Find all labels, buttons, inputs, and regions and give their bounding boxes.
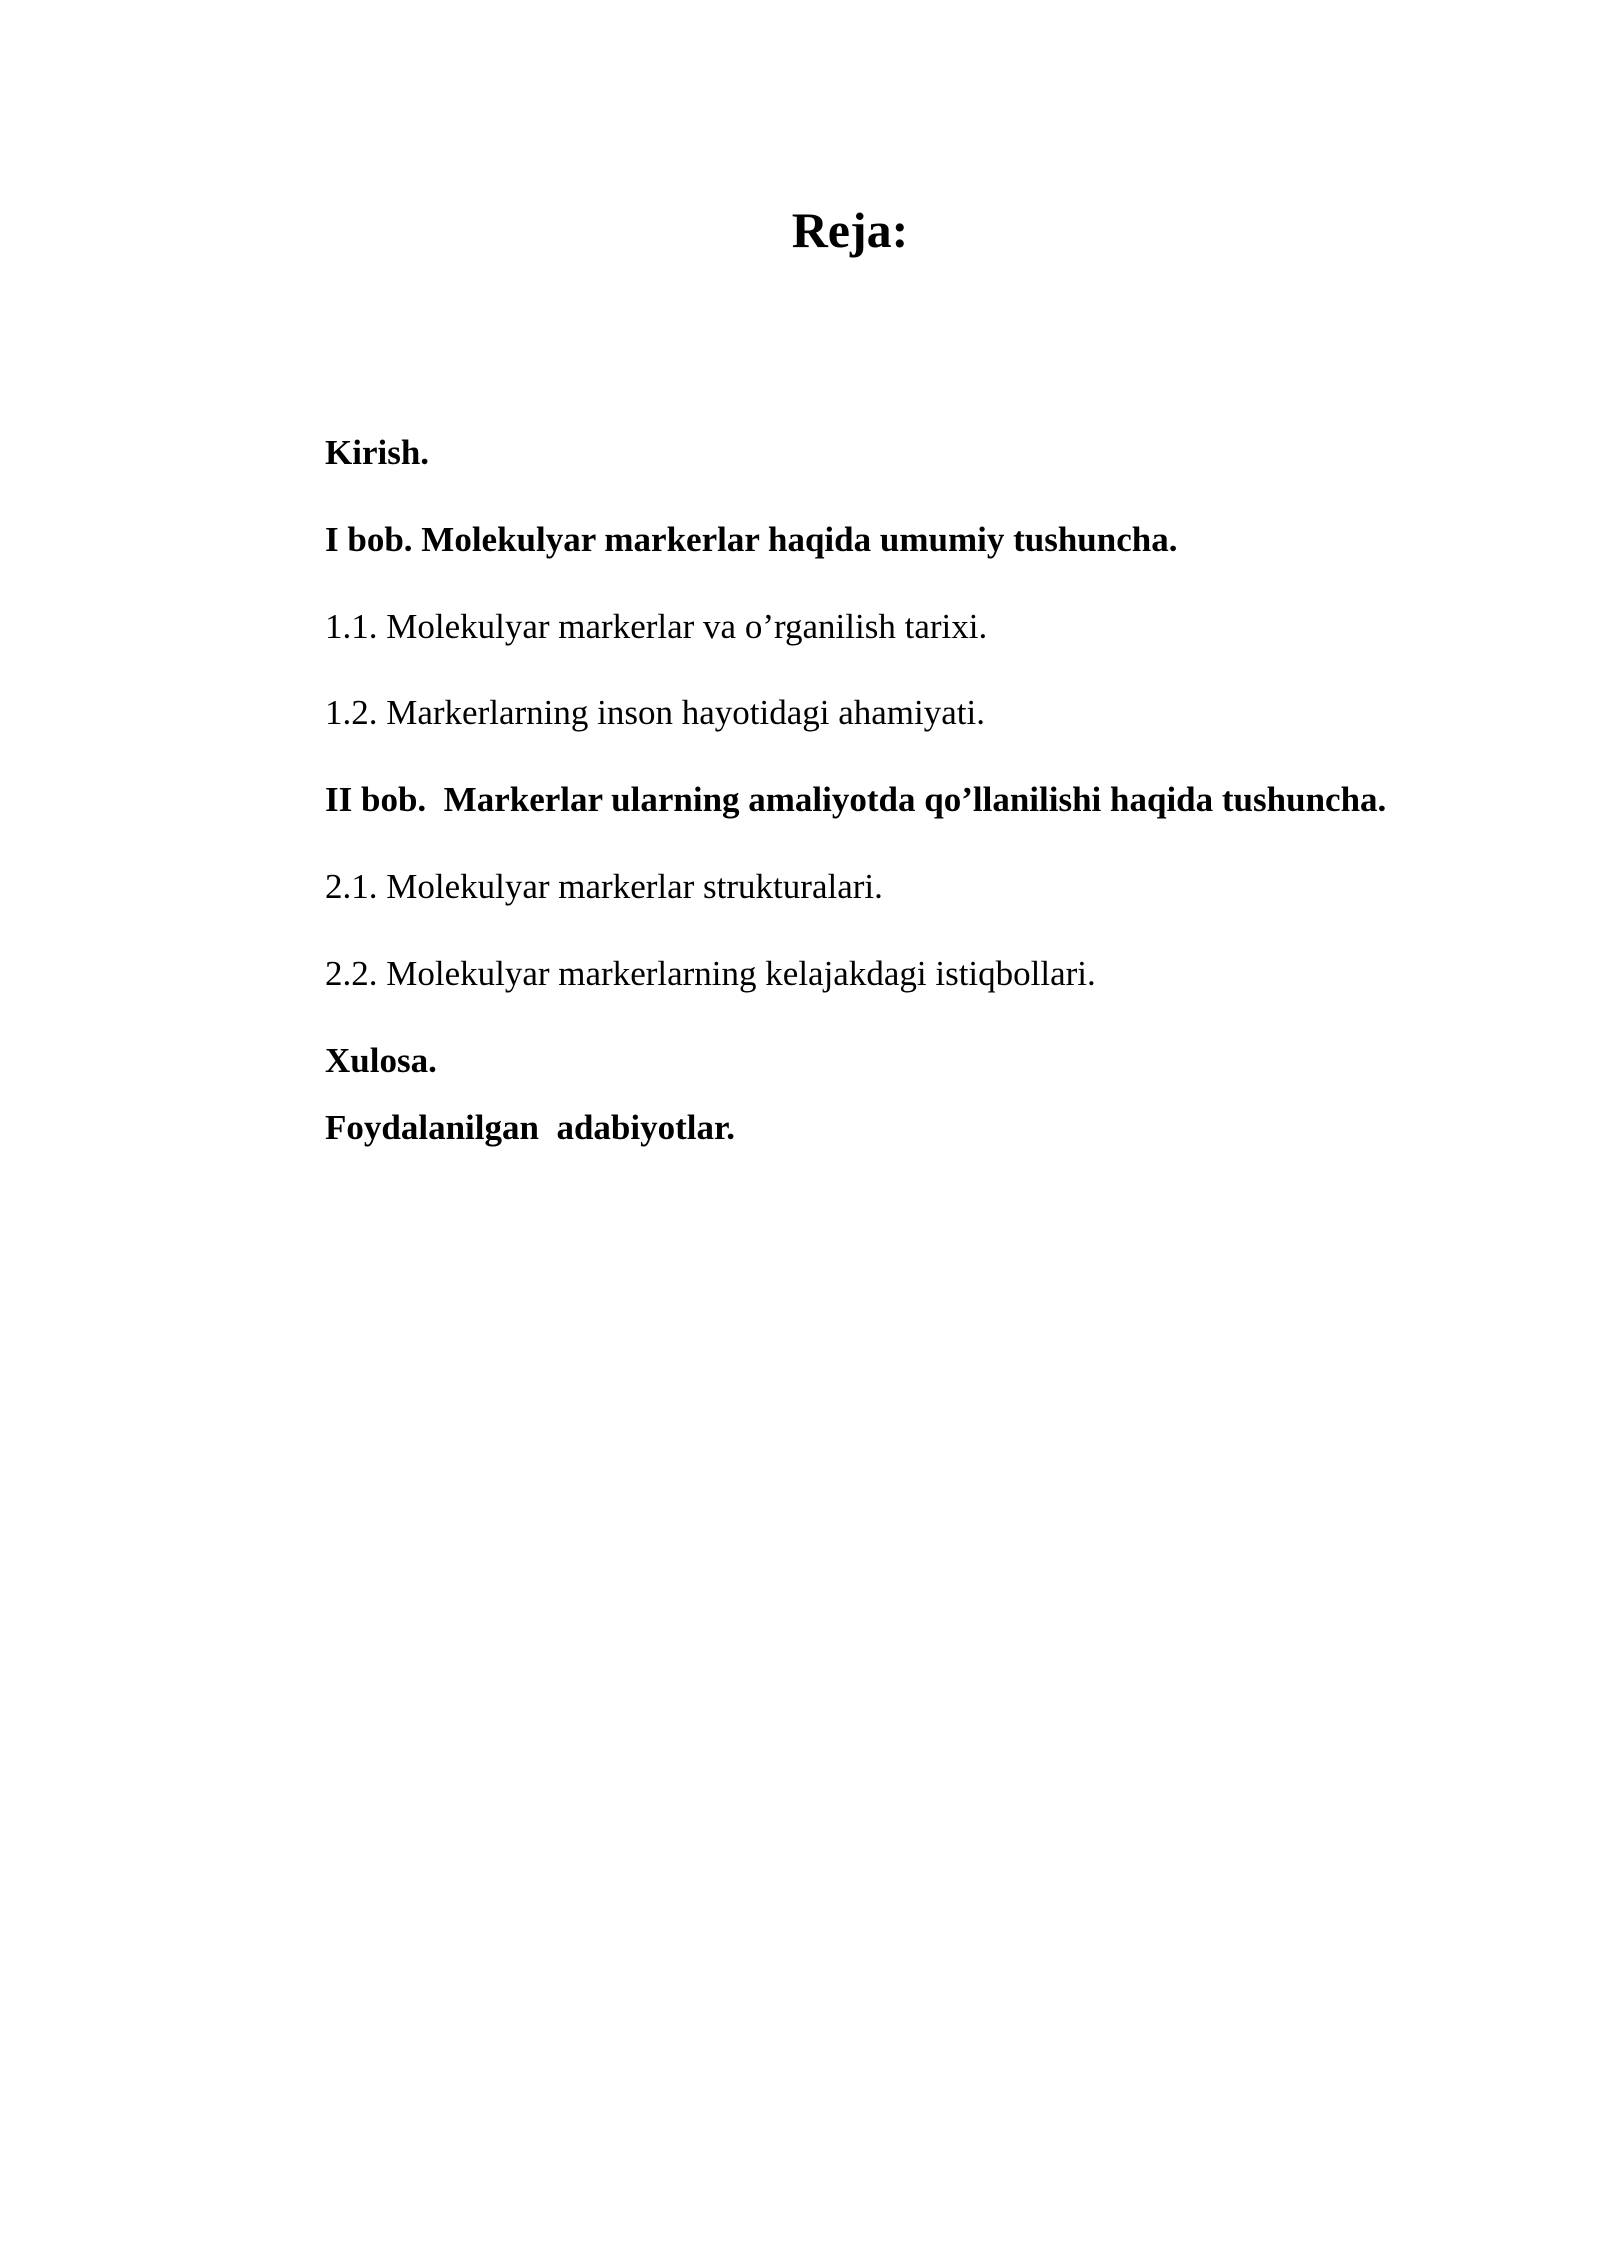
toc-item-chapter-1: I bob. Molekulyar markerlar haqida umumiy tushuncha. (325, 520, 1178, 559)
toc-item-section-2-1: 2.1. Molekulyar markerlar strukturalari. (325, 867, 883, 906)
toc-item-chapter-2: II bob. Markerlar ularning amaliyotda qo’llanilishi haqida tushuncha. (325, 780, 1387, 819)
toc-item-section-2-2: 2.2. Molekulyar markerlarning kelajakdagi istiqbollari. (325, 954, 1096, 993)
toc-item-section-1-1: 1.1. Molekulyar markerlar va o’rganilish tarixi. (325, 607, 988, 646)
page-title: Reja: (791, 202, 909, 258)
toc-item-introduction: Kirish. (325, 433, 430, 472)
toc-item-conclusion: Xulosa. (325, 1041, 437, 1080)
toc-item-references: Foydalanilgan adabiyotlar. (325, 1108, 736, 1147)
toc-item-section-1-2: 1.2. Markerlarning inson hayotidagi ahamiyati. (325, 693, 985, 732)
